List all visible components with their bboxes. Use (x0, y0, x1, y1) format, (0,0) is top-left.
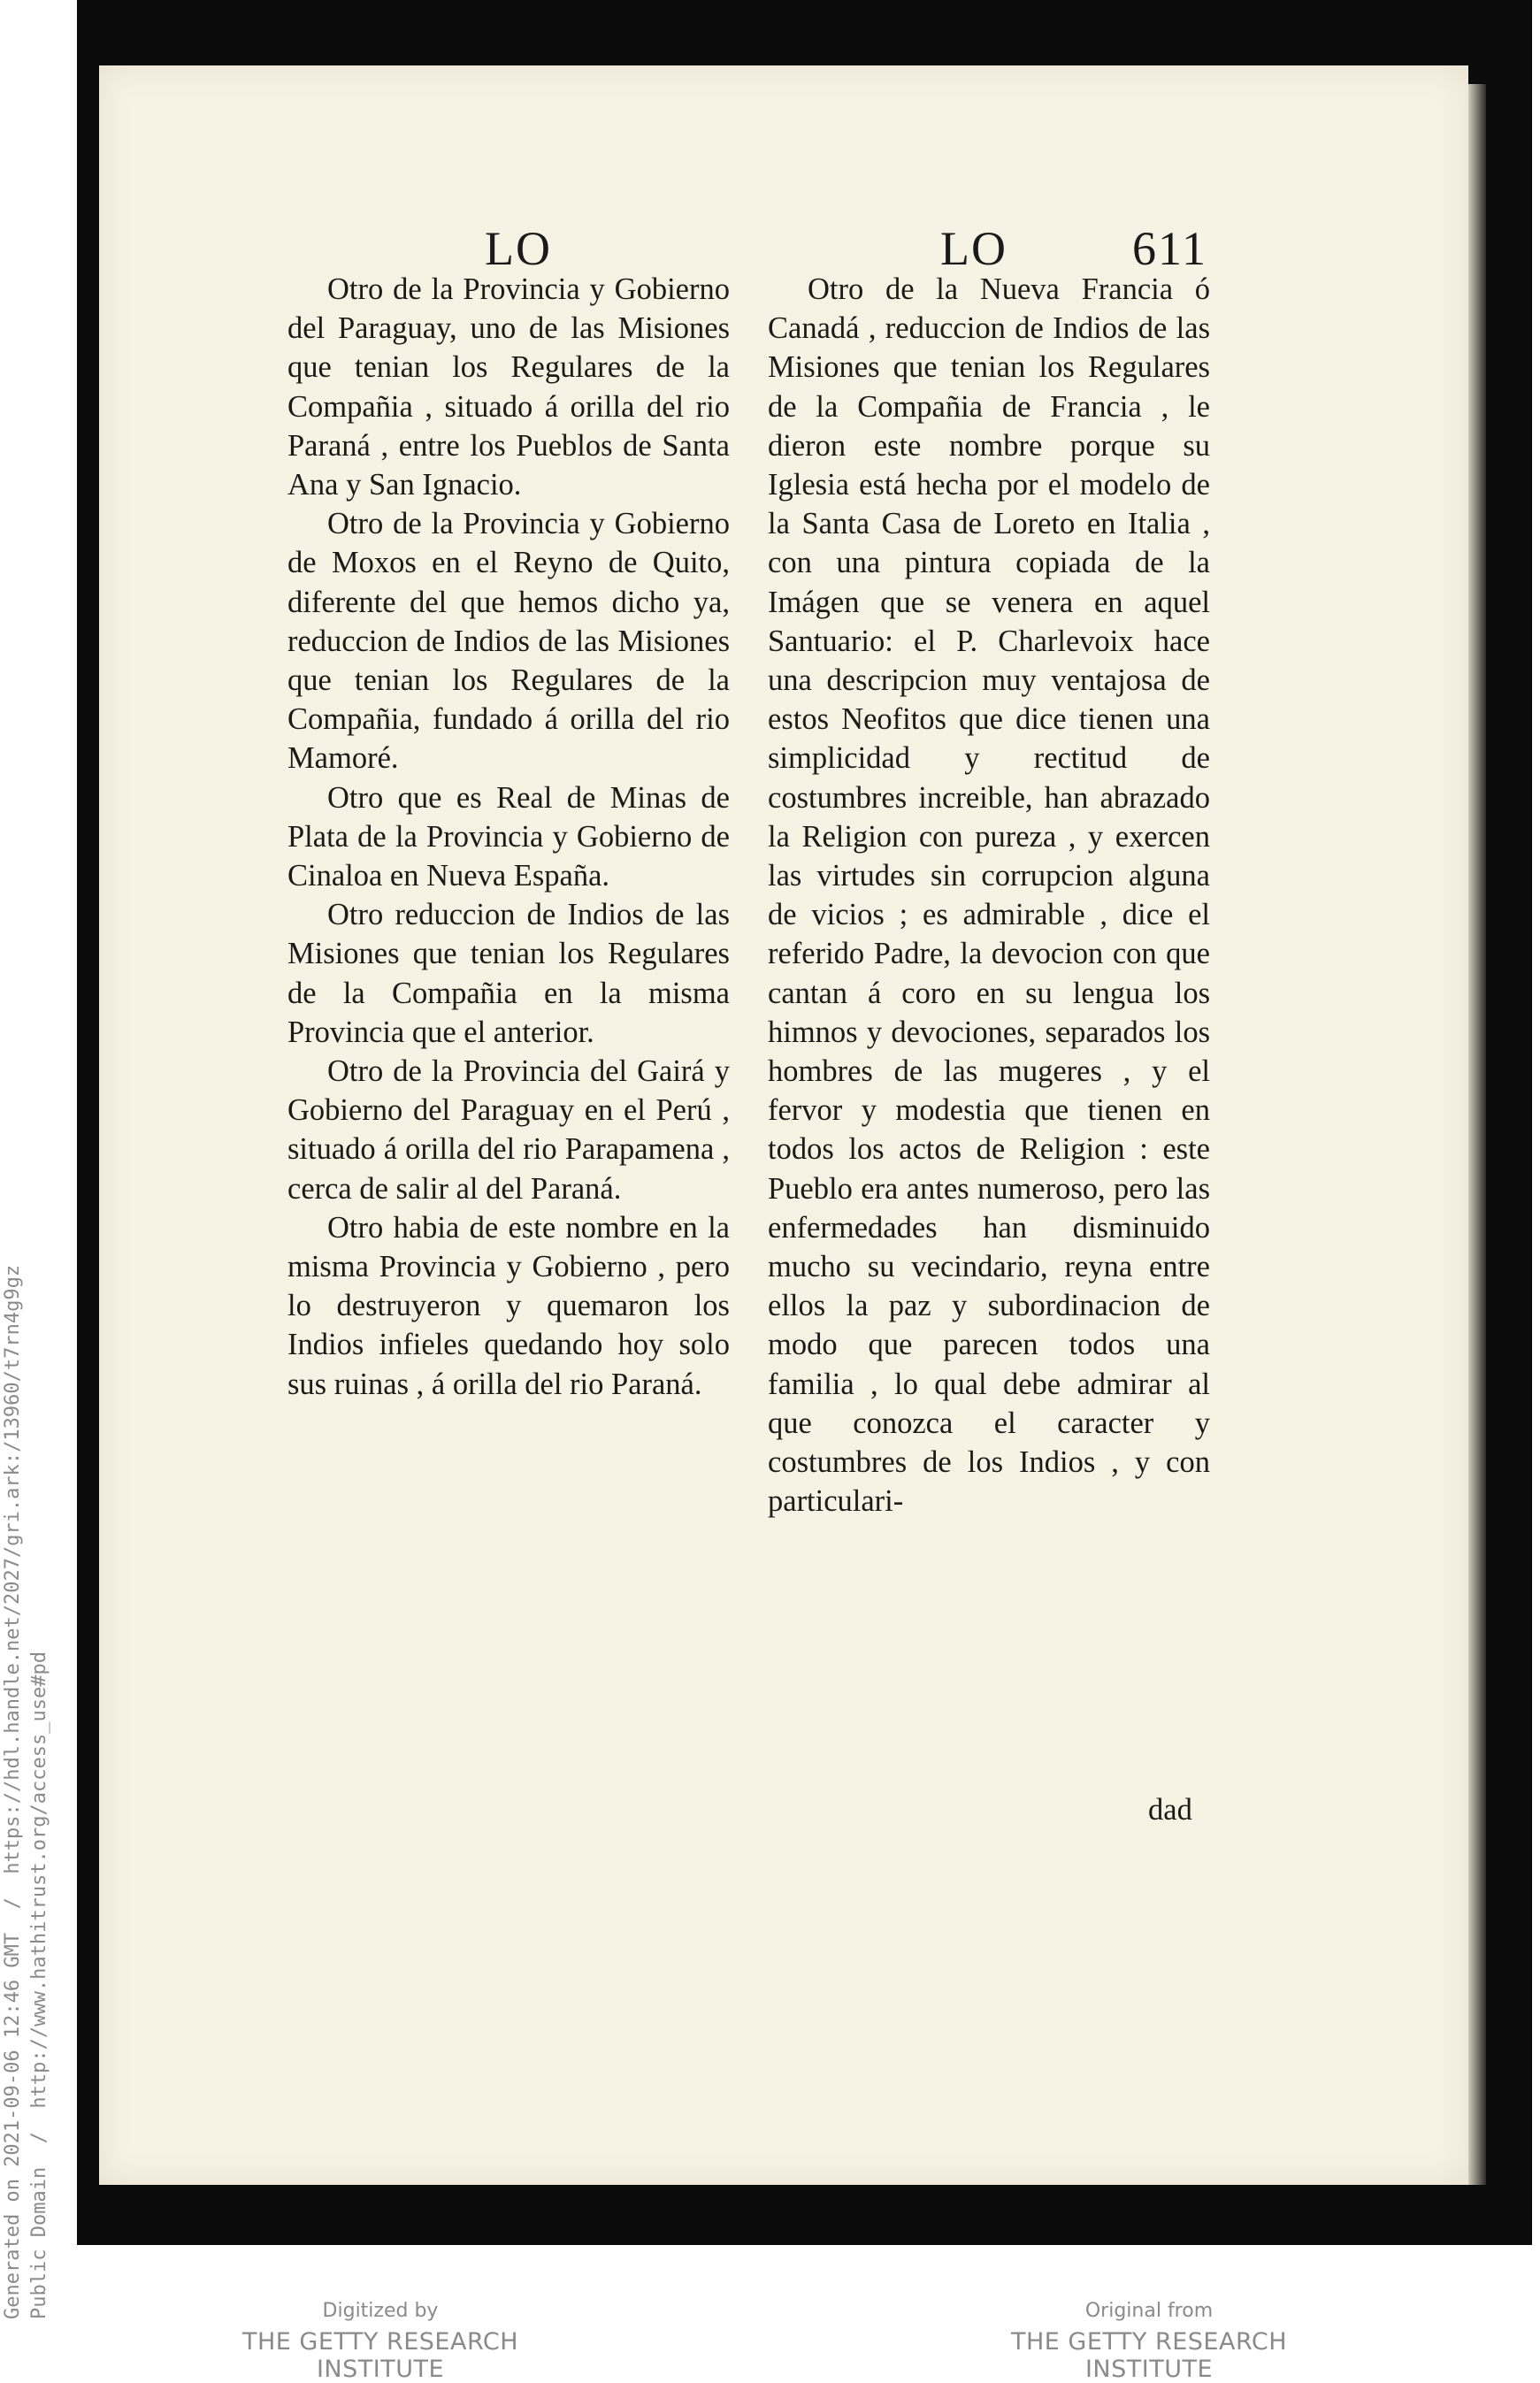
footer-digitizer-name: THE GETTY RESEARCH INSTITUTE (241, 2328, 519, 2383)
left-column (287, 270, 730, 1404)
footer-digitized-by: Digitized by (322, 2300, 439, 2322)
generation-stamp (0, 1081, 53, 2319)
paragraph: Otro que es Real de Minas de Plata de la Provincia y Gobierno de Cinaloa en Nueva España. (287, 780, 730, 893)
paragraph: Otro reduccion de Indios de las Misiones que tenian los Regulares de la Compañia en la misma Provincia que el anterior. (287, 898, 730, 1049)
footer-original-source: THE GETTY RESEARCH INSTITUTE (1010, 2328, 1288, 2383)
stamp-line-1: Generated on 2021-09-06 12:46 GMT / https://hdl.handle.net/2027/gri.ark:/13960/t7rn4g9gz (2, 1264, 24, 2319)
paragraph: Otro de la Provincia y Gobierno de Moxos en el Reyno de Quito, diferente del que hemos dicho ya, reduccion de Indios de las Misiones que tenian los Regulares de la Compañia, fundado á orilla del rio Mamoré. (287, 507, 730, 776)
page-number: 611 (1132, 222, 1207, 275)
catchword: dad (1148, 1793, 1192, 1827)
paragraph: Otro habia de este nombre en la misma Provincia y Gobierno , pero lo destruyeron y quemaron los Indios infieles quedando hoy solo sus ruinas , á orilla del rio Paraná. (287, 1210, 730, 1401)
stamp-line-2: Public Domain / http://www.hathitrust.org/access_use#pd (28, 1651, 50, 2319)
paragraph: Otro de la Nueva Francia ó Canadá , reduccion de Indios de las Misiones que tenian los Regulares de la Compañia de Francia , le dieron este nombre porque su Iglesia está hecha por el modelo de la Santa Casa de Loreto en Italia , con una pintura copiada de la Imágen que se venera en aquel Santuario: el P. Charlevoix hace una descripcion muy ventajosa de estos Neofitos que dice tienen una simplicidad y rectitud de costumbres increible, han abrazado la Religion con pureza , y exercen las virtudes sin corrupcion alguna de vicios ; es admirable , dice el referido Padre, la devocion con que cantan á coro en su lengua los himnos y devociones, separados los hombres de las mugeres , y el fervor y modestia que tienen en todos los actos de Religion : este Pueblo era antes numeroso, pero las enfermedades han disminuido mucho su vecindario, reyna entre ellos la paz y subordinacion de modo que parecen todos una familia , lo qual debe admirar al que conozca el caracter y costumbres de los Indios , y con particulari- (768, 272, 1210, 1519)
running-head-left: LO (485, 222, 552, 275)
paragraph: Otro de la Provincia del Gairá y Gobierno del Paraguay en el Perú , situado á orilla del rio Parapamena , cerca de salir al del Paraná. (287, 1054, 730, 1206)
footer-original-from: Original from (1084, 2300, 1214, 2322)
page-edge-shadow (1468, 84, 1486, 2185)
running-head-right: LO (940, 222, 1008, 275)
paragraph: Otro de la Provincia y Gobierno del Paraguay, uno de las Misiones que tenian los Regulares de la Compañia , situado á orilla del rio Paraná , entre los Pueblos de Santa Ana y San Ignacio. (287, 272, 730, 502)
right-column (768, 270, 1210, 1521)
